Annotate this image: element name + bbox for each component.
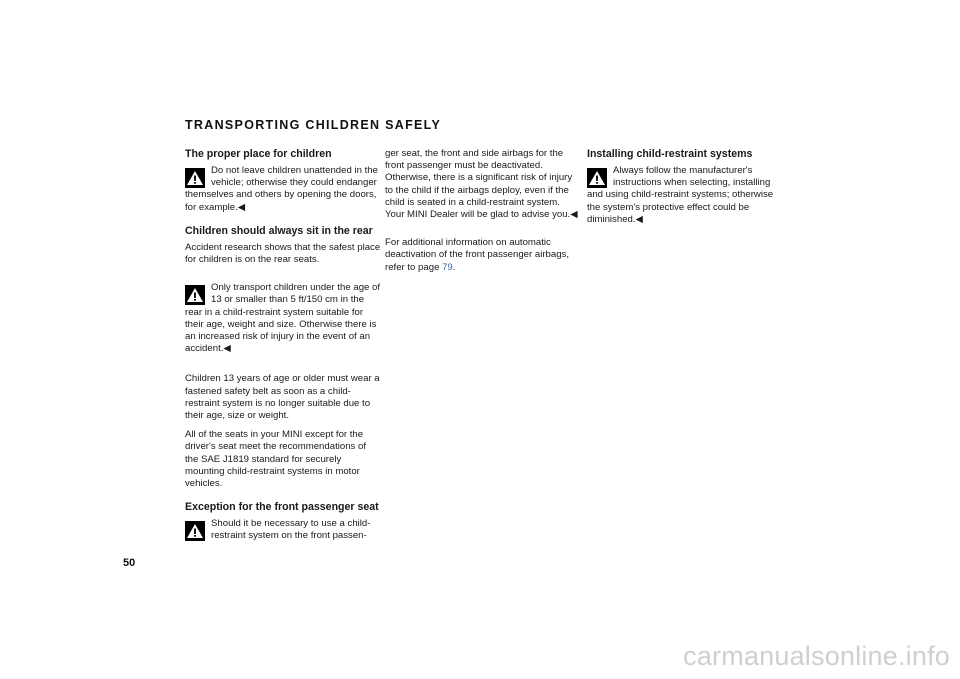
warning-unattended: [185, 165, 381, 214]
warning-front-passenger: [185, 518, 381, 542]
heading-exception-front: Exception for the front passenger seat: [185, 501, 379, 514]
warning-follow-instructions: [587, 165, 783, 226]
end-marker: ◀: [237, 201, 246, 213]
page-title: TRANSPORTING CHILDREN SAFELY: [185, 118, 442, 132]
warning-continued-text: ger seat, the front and side airbags for the front passenger must be deactivated. Otherwise, there is a significant risk of injury to the child if the airbags deploy, even if the child is seated in a child-restraint system. Your MINI Dealer will be glad to advise you.: [385, 148, 573, 221]
heading-proper-place: The proper place for children: [185, 148, 332, 160]
end-marker: ◀: [570, 209, 578, 221]
warning-under-13-text: Only transport children under the age of 13 or smaller than 5 ft/150 cm in the rear in a child-restraint system suitable for their age, weight and size. Otherwise there is an increased risk of injury in the event of an accident.: [185, 282, 381, 355]
heading-sit-rear: Children should always sit in the rear: [185, 224, 373, 237]
period: .: [452, 261, 456, 273]
page-reference-link[interactable]: 79: [442, 261, 453, 273]
warning-under-13: [185, 282, 381, 355]
warning-triangle-icon: [185, 168, 205, 188]
additional-info-text: For additional information on automatic deactivation of the front passenger airbags, refer to page: [385, 237, 569, 273]
warning-unattended-text: Do not leave children unattended in the vehicle; otherwise they could endanger themselves and others by opening the doors, for example.: [185, 165, 378, 213]
warning-follow-instructions-text: Always follow the manufacturer's instructions when selecting, installing and using child-restraint systems; otherwise the system's protective effect could be diminished.: [587, 165, 774, 225]
end-marker: ◀: [635, 213, 643, 225]
paragraph-seats-standard: All of the seats in your MINI except for the driver's seat meet the recommendations of the SAE J1819 standard for securely mounting child-restraint systems in motor vehicles.: [185, 429, 366, 490]
column-right: [587, 148, 783, 235]
paragraph-additional-info: [385, 237, 581, 274]
warning-triangle-icon: [185, 285, 205, 305]
warning-front-passenger-continued: [385, 148, 581, 221]
paragraph-13-years: Children 13 years of age or older must wear a fastened safety belt as soon as a child-restraint system is no longer suitable due to their age, size or weight.: [185, 373, 380, 422]
warning-triangle-icon: [185, 521, 205, 541]
end-marker: ◀: [223, 343, 231, 355]
page-number: 50: [123, 557, 136, 569]
column-left: [185, 148, 381, 552]
column-middle: [385, 148, 581, 281]
warning-front-passenger-text: Should it be necessary to use a child-restraint system on the front passen-: [211, 518, 371, 542]
paragraph-research: Accident research shows that the safest place for children is on the rear seats.: [185, 241, 381, 266]
watermark: carmanualsonline.info: [683, 641, 950, 671]
warning-triangle-icon: [587, 168, 607, 188]
heading-installing: Installing child-restraint systems: [587, 148, 753, 160]
